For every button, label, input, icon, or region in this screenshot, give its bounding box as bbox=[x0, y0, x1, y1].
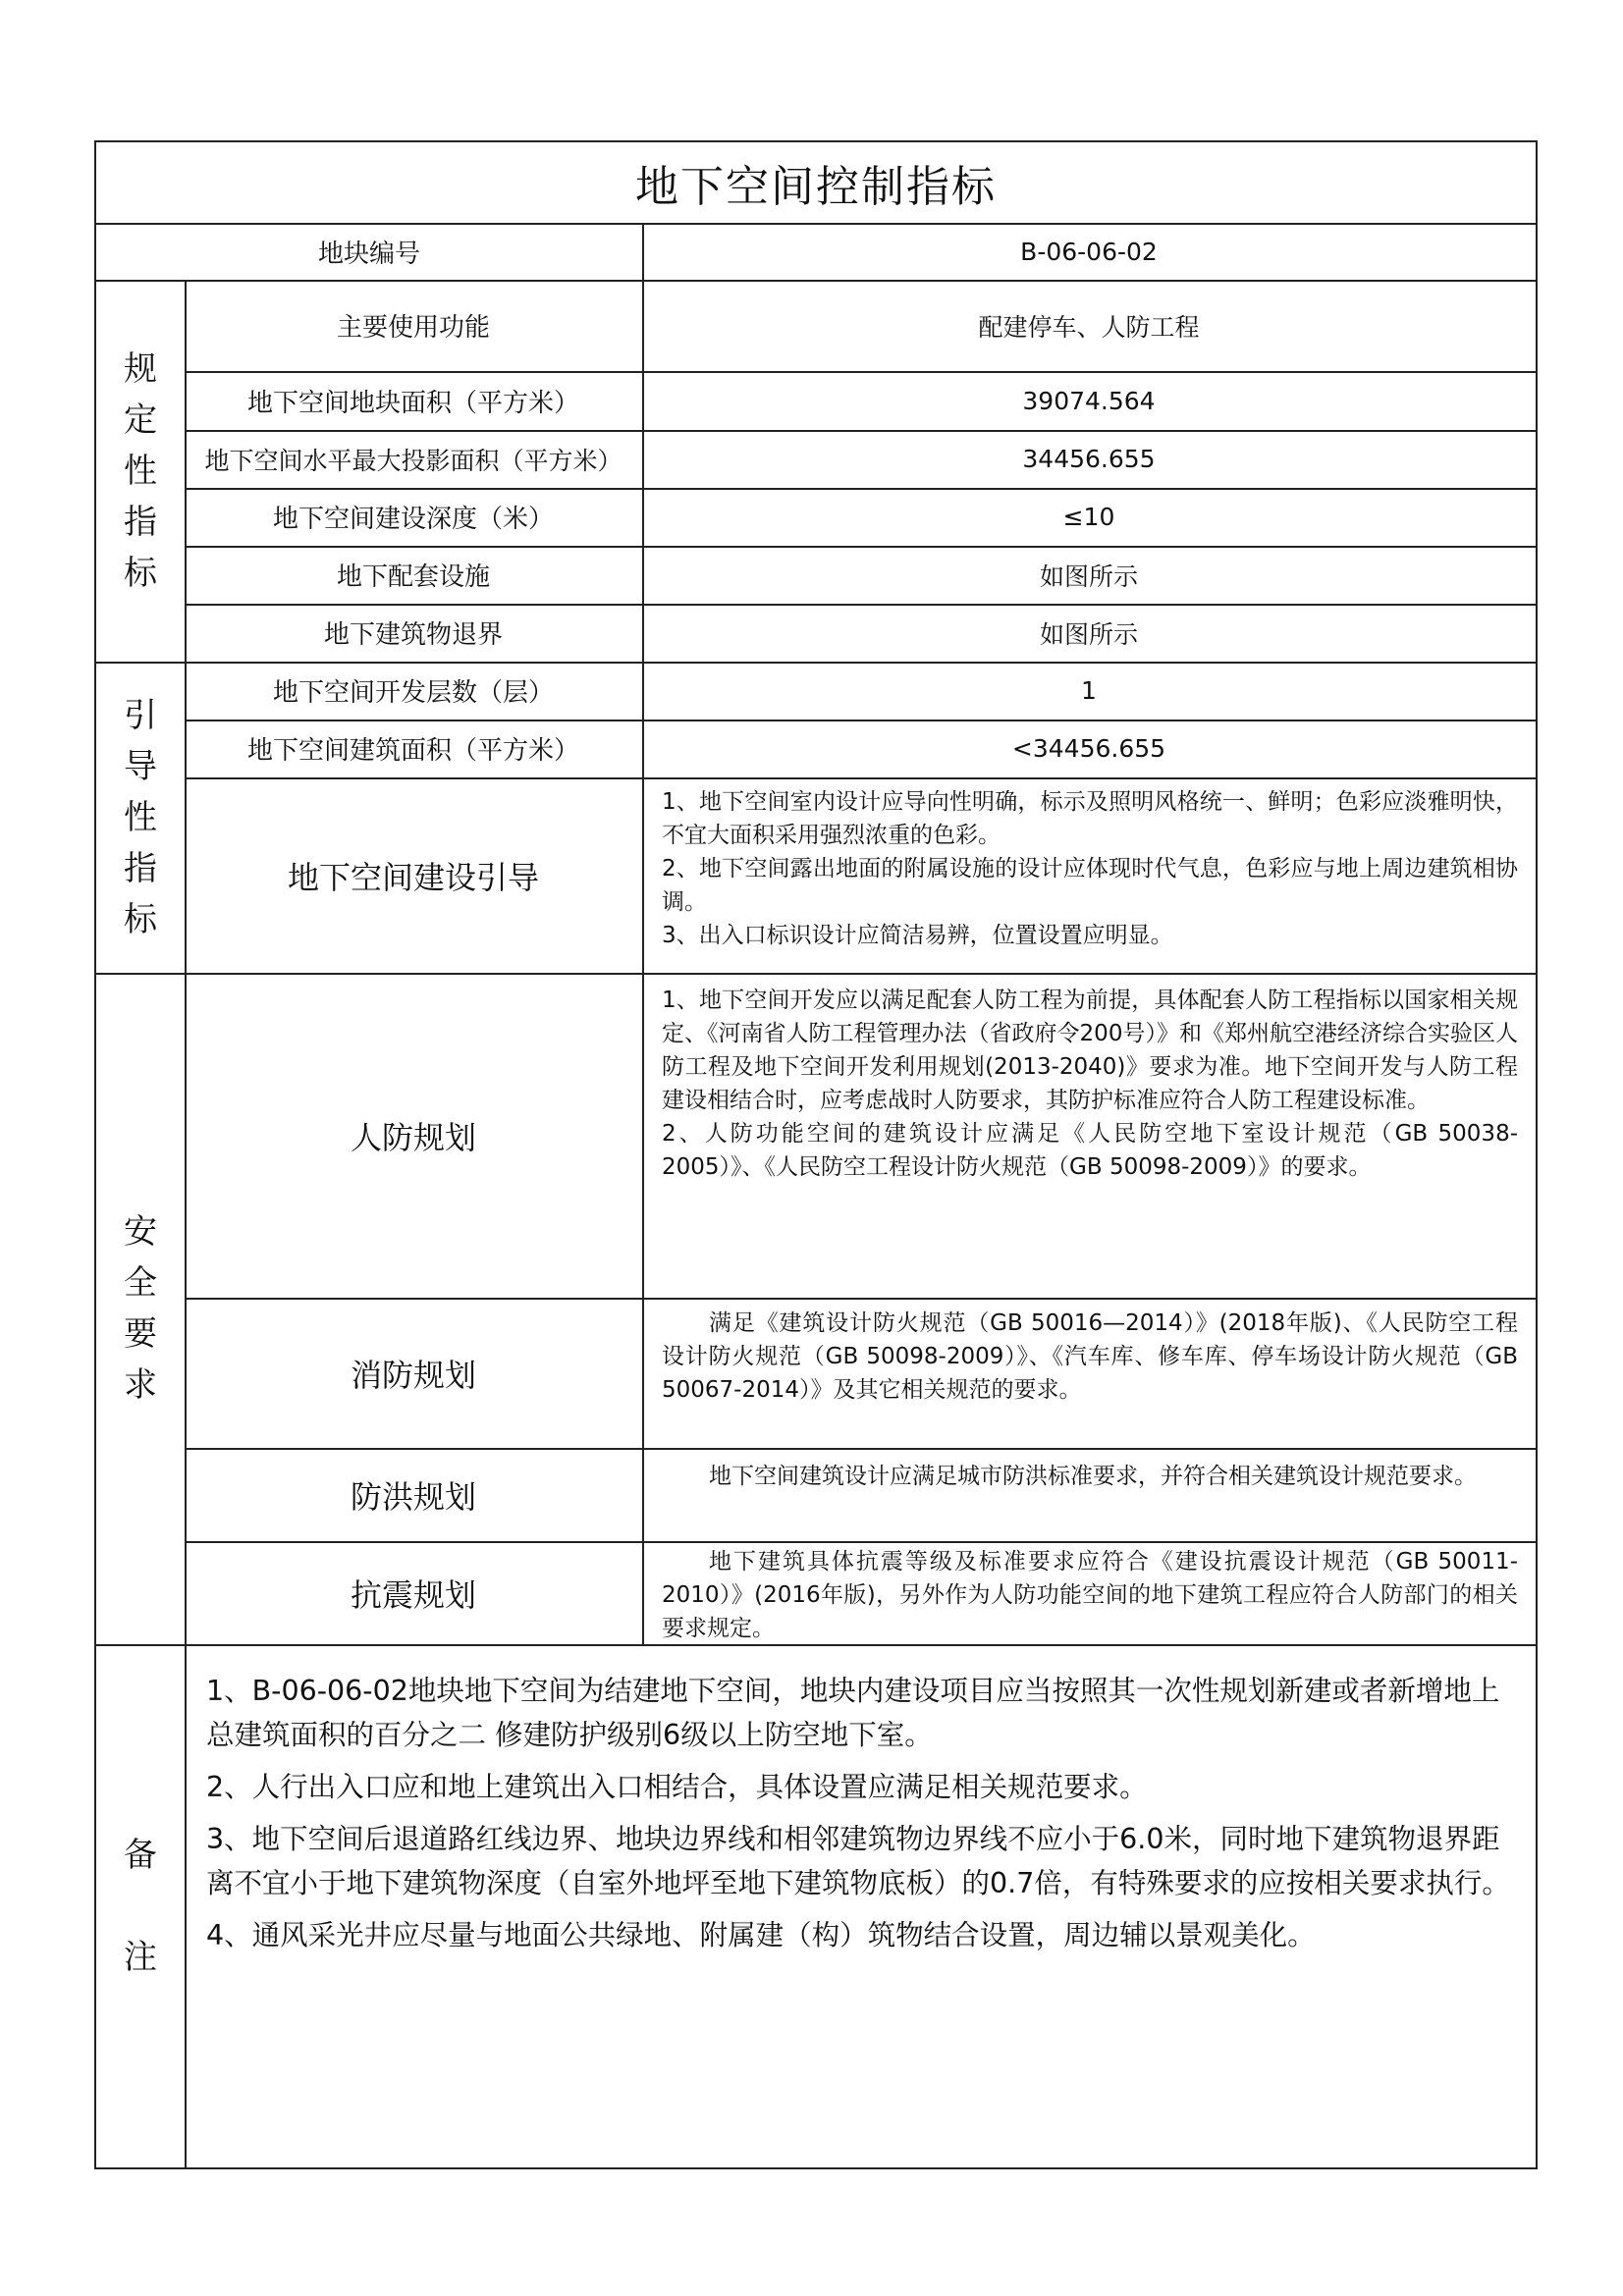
civil-defense-item-1: 1、地下空间开发应以满足配套人防工程为前提，具体配套人防工程指标以国家相关规定、《河南省人防工程管理办法（省政府令200号）》和《郑州航空港经济综合实验区人防工程及地下空间开发利用规划(2013-2040)》要求为准。地下空间开发与人防工程建设相结合时，应考虑战时人防要求，其防护标准应符合人防工程建设标准。 bbox=[662, 988, 1518, 1113]
floor-area-label: 地下空间建筑面积（平方米） bbox=[246, 736, 579, 766]
remark-item-4: 4、通风采光井应尽量与地面公共绿地、附属建（构）筑物结合设置，周边辅以景观美化。 bbox=[206, 1919, 1316, 1951]
guiding-indicators-heading: 引 导 性 指 标 bbox=[124, 695, 157, 939]
max-projection-area-value: 34456.655 bbox=[1022, 445, 1156, 473]
plot-area-label: 地下空间地块面积（平方米） bbox=[246, 388, 579, 418]
fire-protection-text bbox=[662, 1307, 1518, 1444]
guide-item-1: 1、地下空间室内设计应导向性明确，标示及照明风格统一、鲜明；色彩应淡雅明快，不宜大面积采用强烈浓重的色彩。 bbox=[662, 789, 1518, 848]
plot-number-value: B-06-06-02 bbox=[1020, 237, 1158, 266]
max-projection-area-label: 地下空间水平最大投影面积（平方米） bbox=[204, 446, 622, 475]
fire-protection-item: 满足《建筑设计防火规范（GB 50016—2014）》(2018年版)、《人民防空工程设计防火规范（GB 50098-2009）》、《汽车库、修车库、停车场设计防火规范（GB 50067-2014）》及其它相关规范的要求。 bbox=[662, 1310, 1518, 1403]
remark-item-1: 1、B-06-06-02地块地下空间为结建地下空间，地块内建设项目应当按照其一次性规划新建或者新增地上总建筑面积的百分之二 修建防护级别6级以上防空地下室。 bbox=[206, 1675, 1500, 1751]
plot-number-label: 地块编号 bbox=[317, 239, 420, 269]
flood-control-label: 防洪规划 bbox=[350, 1477, 476, 1516]
building-setback-label: 地下建筑物退界 bbox=[323, 620, 503, 650]
main-function-label: 主要使用功能 bbox=[336, 313, 490, 343]
construction-depth-value: ≤10 bbox=[1062, 503, 1115, 531]
remark-item-3: 3、地下空间后退道路红线边界、地块边界线和相邻建筑物边界线不应小于6.0米，同时地下建筑物退界距离不宜小于地下建筑物深度（自室外地坪至地下建筑物底板）的0.7倍，有特殊要求的应按相关要求执行。 bbox=[206, 1823, 1510, 1899]
safety-requirements-heading: 安 全 要 求 bbox=[124, 1212, 157, 1405]
civil-defense-item-2: 2、人防功能空间的建筑设计应满足《人民防空地下室设计规范（GB 50038-2005）》、《人民防空工程设计防火规范（GB 50098-2009）》的要求。 bbox=[662, 1121, 1518, 1180]
floor-area-value: <34456.655 bbox=[1011, 734, 1166, 763]
seismic-item: 地下建筑具体抗震等级及标准要求应符合《建设抗震设计规范（GB 50011-2010）》(2016年版)，另外作为人防功能空间的地下建筑工程应符合人防部门的相关要求规定。 bbox=[662, 1549, 1518, 1641]
remark-item-2: 2、人行出入口应和地上建筑出入口相结合，具体设置应满足相关规范要求。 bbox=[206, 1771, 1148, 1803]
seismic-text bbox=[662, 1545, 1518, 1643]
mandatory-indicators-heading: 规 定 性 指 标 bbox=[124, 348, 157, 593]
remarks-text bbox=[206, 1669, 1512, 2140]
control-indicator-table bbox=[94, 140, 1538, 2169]
floor-count-label: 地下空间开发层数（层） bbox=[272, 678, 554, 708]
guide-item-3: 3、出入口标识设计应简洁易辨，位置设置应明显。 bbox=[662, 923, 1173, 948]
main-function-value: 配建停车、人防工程 bbox=[978, 312, 1200, 342]
supporting-facilities-label: 地下配套设施 bbox=[336, 562, 490, 592]
plot-area-value: 39074.564 bbox=[1022, 386, 1156, 415]
supporting-facilities-value: 如图所示 bbox=[1039, 561, 1138, 591]
building-setback-value: 如图所示 bbox=[1039, 619, 1138, 649]
flood-control-item: 地下空间建筑设计应满足城市防洪标准要求，并符合相关建筑设计规范要求。 bbox=[709, 1464, 1477, 1489]
remarks-heading: 备 注 bbox=[124, 1835, 157, 1977]
fire-protection-label: 消防规划 bbox=[350, 1356, 476, 1394]
guide-item-2: 2、地下空间露出地面的附属设施的设计应体现时代气息，色彩应与地上周边建筑相协调。 bbox=[662, 856, 1518, 915]
seismic-label: 抗震规划 bbox=[350, 1575, 476, 1614]
civil-defense-text bbox=[662, 984, 1518, 1296]
page-title: 地下空间控制指标 bbox=[635, 162, 997, 212]
construction-guide-label: 地下空间建设引导 bbox=[287, 858, 539, 896]
construction-guide-text bbox=[662, 785, 1518, 968]
construction-depth-label: 地下空间建设深度（米） bbox=[272, 505, 554, 534]
flood-control-text bbox=[662, 1460, 1518, 1538]
floor-count-value: 1 bbox=[1081, 676, 1097, 705]
civil-defense-label: 人防规划 bbox=[350, 1118, 476, 1156]
